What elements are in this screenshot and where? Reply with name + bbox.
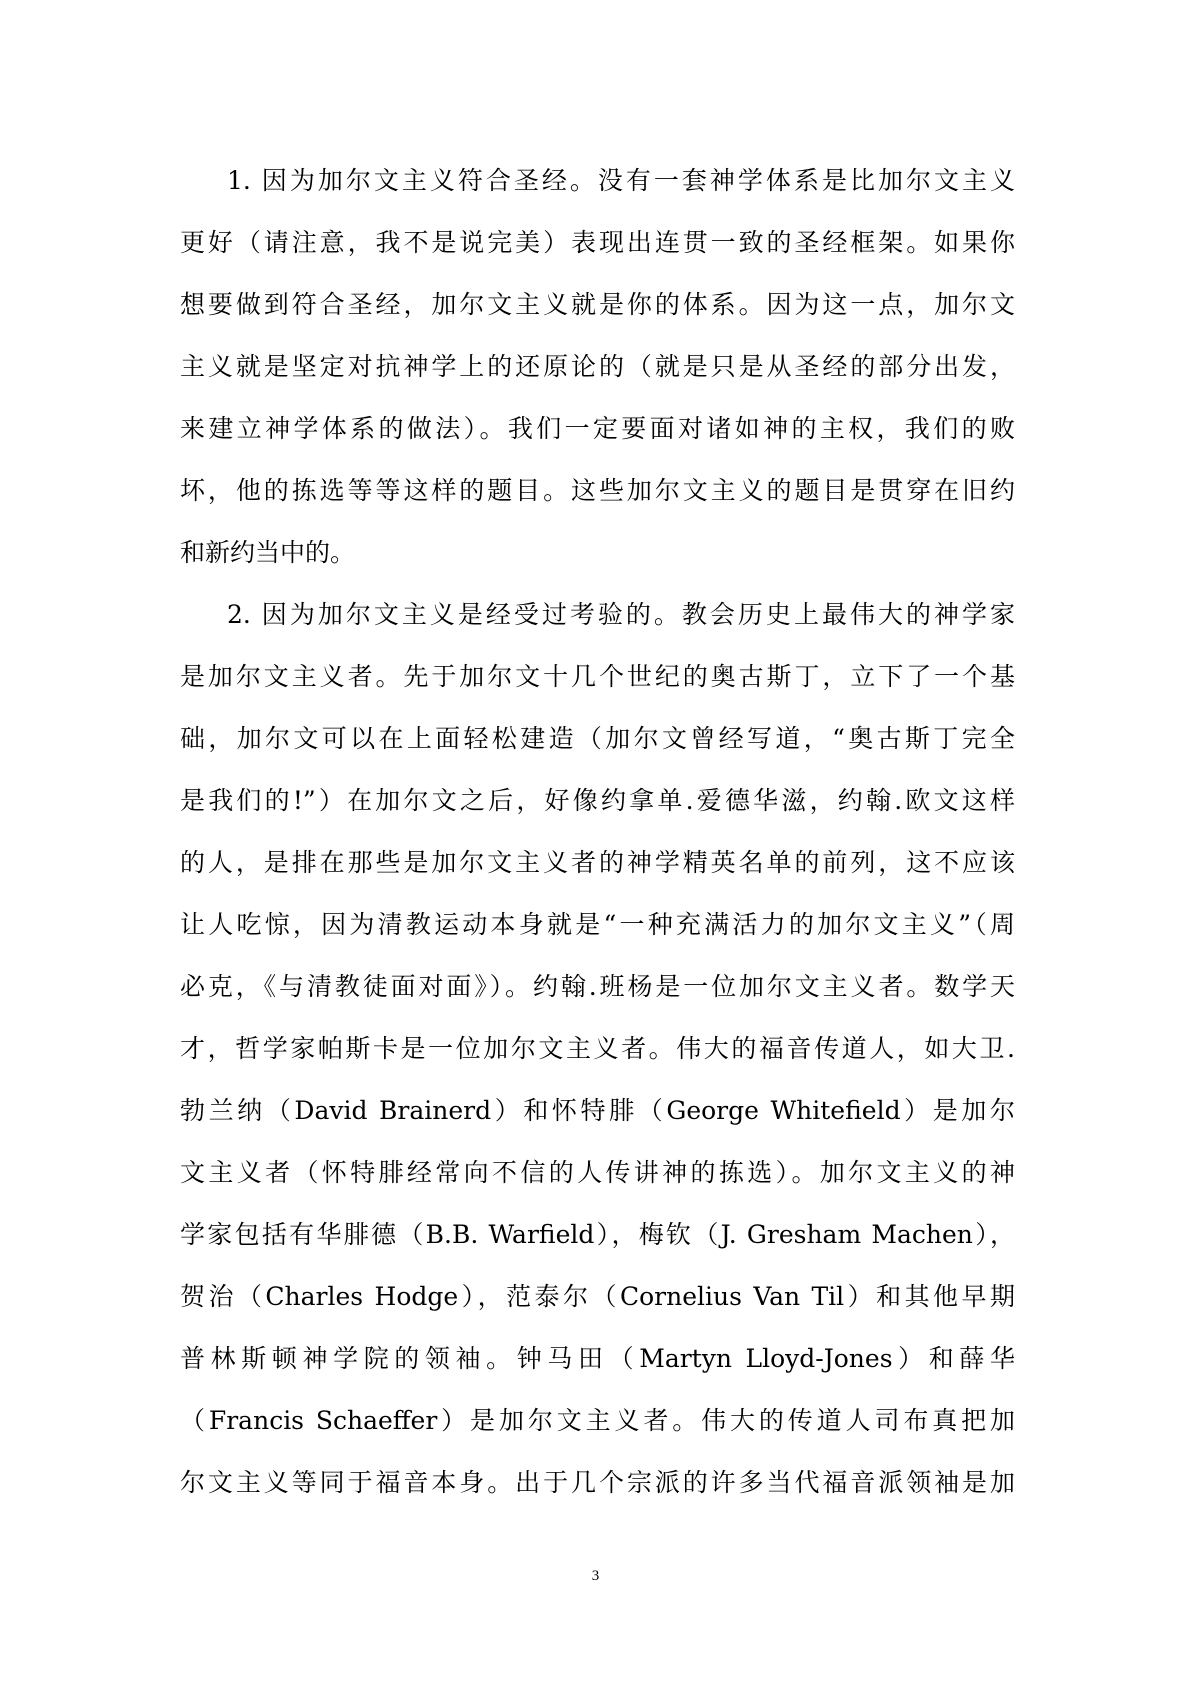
paragraph-2-line-4: 是我们的!”）在加尔文之后，好像约拿单.爱德华滋，约翰.欧文这样 xyxy=(180,786,1015,815)
paragraph-2-line-3: 础，加尔文可以在上面轻松建造（加尔文曾经写道，“奥古斯丁完全 xyxy=(180,724,1015,753)
paragraph-2-line-8: 才，哲学家帕斯卡是一位加尔文主义者。伟大的福音传道人，如大卫. xyxy=(180,1034,1015,1063)
paragraph-2-line-5: 的人，是排在那些是加尔文主义者的神学精英名单的前列，这不应该 xyxy=(180,848,1015,877)
paragraph-1-line-4: 主义就是坚定对抗神学上的还原论的（就是只是从圣经的部分出发， xyxy=(180,352,1015,381)
body-text xyxy=(180,150,1015,1514)
paragraph-2-line-11: 学家包括有华腓德（B.B. Warfield），梅钦（J. Gresham Machen）， xyxy=(180,1220,1015,1249)
paragraph-2-line-6: 让人吃惊，因为清教运动本身就是“一种充满活力的加尔文主义”（周 xyxy=(180,910,1015,939)
paragraph-1-line-7: 和新约当中的。 xyxy=(180,538,356,567)
paragraph-1-line-2: 更好（请注意，我不是说完美）表现出连贯一致的圣经框架。如果你 xyxy=(180,228,1015,257)
paragraph-2-line-12: 贺治（Charles Hodge），范泰尔（Cornelius Van Til）和其他早期 xyxy=(180,1282,1015,1311)
page-number: 3 xyxy=(591,1568,600,1584)
paragraph-1-line-6: 坏，他的拣选等等这样的题目。这些加尔文主义的题目是贯穿在旧约 xyxy=(180,476,1015,505)
paragraph-2-line-10: 文主义者（怀特腓经常向不信的人传讲神的拣选）。加尔文主义的神 xyxy=(180,1158,1015,1187)
paragraph-1-line-3: 想要做到符合圣经，加尔文主义就是你的体系。因为这一点，加尔文 xyxy=(180,290,1015,319)
paragraph-2-line-9: 勃兰纳（David Brainerd）和怀特腓（George Whitefield）是加尔 xyxy=(180,1096,1015,1125)
paragraph-2-line-13: 普林斯顿神学院的领袖。钟马田（Martyn Lloyd-Jones）和薛华 xyxy=(180,1344,1015,1373)
paragraph-2-line-7: 必克，《与清教徒面对面》）。约翰.班杨是一位加尔文主义者。数学天 xyxy=(180,972,1015,1001)
paragraph-2-line-14: （Francis Schaeffer）是加尔文主义者。伟大的传道人司布真把加 xyxy=(180,1406,1015,1435)
paragraph-2-line-15: 尔文主义等同于福音本身。出于几个宗派的许多当代福音派领袖是加 xyxy=(180,1468,1015,1497)
paragraph-1-line-1: 1. 因为加尔文主义符合圣经。没有一套神学体系是比加尔文主义 xyxy=(227,166,1015,195)
paragraph-2-line-1: 2. 因为加尔文主义是经受过考验的。教会历史上最伟大的神学家 xyxy=(227,600,1015,629)
paragraph-2-line-2: 是加尔文主义者。先于加尔文十几个世纪的奥古斯丁，立下了一个基 xyxy=(180,662,1015,691)
paragraph-1-line-5: 来建立神学体系的做法）。我们一定要面对诸如神的主权，我们的败 xyxy=(180,414,1015,443)
